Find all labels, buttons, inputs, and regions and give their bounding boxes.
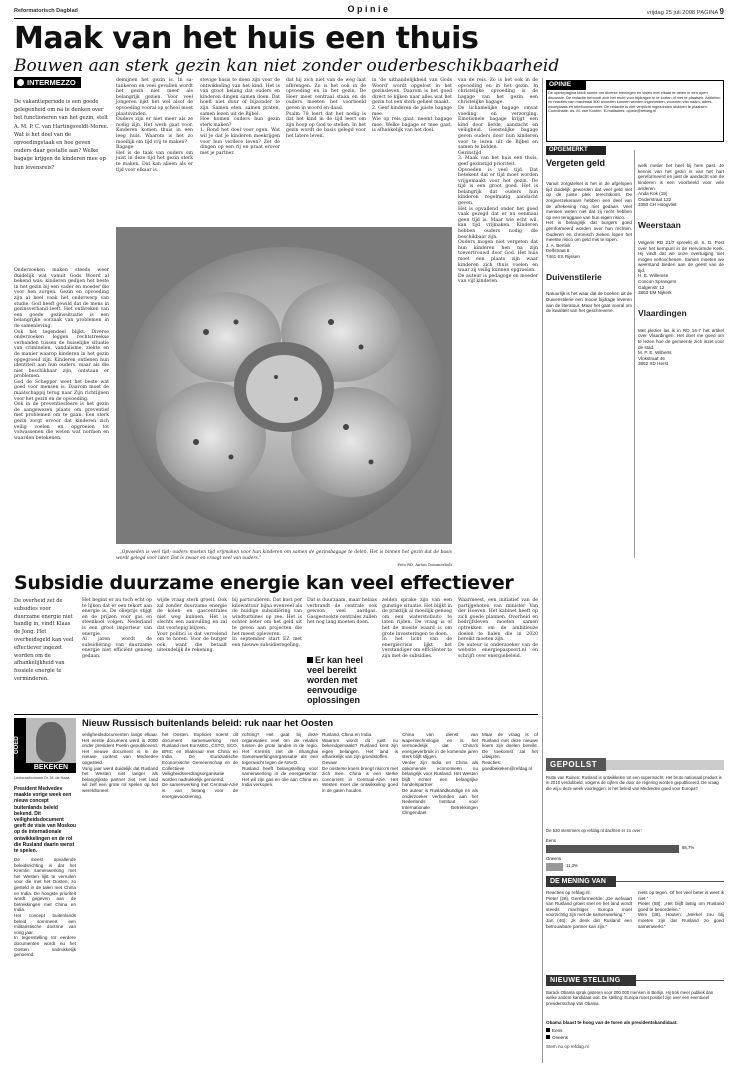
page-number: 9 xyxy=(719,7,724,16)
article-title: Maak van het huis een thuis xyxy=(14,21,479,56)
vote-link[interactable]: Stem nu op refdag.nl xyxy=(546,1044,589,1049)
article-column: het Oosten. Expliciet noemt dit document samenwerking met Rusland met EurAsEC, CSTO, SCO, BRIC en trilateraal met China en India. De Euraziatische Economische Gemeenschap en de Collectieve Veiligheidsverdragsorganisatie worden nadrukkelijk genoemd. De samenwerking met Centraal-Azië is van belang voor de energievoorziening. xyxy=(162,732,238,799)
article-column: demijnen het gezin is. In sa-tankeren en veel gevallen wordt het gezin niet meer als belangrijk gezien. Voor veel jongeren lijkt het wel alsof de opvoeding vooral op school moet plaatsvinden. Ouders zijn er niet meer als ze nodig zijn. Het werk gaat voor. Kinderen komen thuis in een leeg huis. Waarom is het zo moeilijk om tijd vrij te maken? Bagage Het is de taak van ouders om juist in deze tijd het gezin sterk te maken. Dat kan alleen als er tijd voor elkaar is. xyxy=(116,78,193,173)
letters-column xyxy=(546,170,632,558)
letters-column xyxy=(638,152,724,558)
article-column: richting? Het gaat bij deze organisaties veel om de relaties tussen de grote landen in de regio. Het Kremlin ziet de Shanghai Samenwerkingsorganisatie als een tegenwicht tegen de NAVO. Rusland heeft belangstelling voor samenwerking in de energiesector. Het wil zijn gas en olie aan China en India verkopen. xyxy=(242,732,318,788)
bullet-icon xyxy=(546,1035,550,1039)
article-column: Dat is duurzaam, maar helaas verbrandt de centrale ook gewoon veel aardgas. Gasgestookte centrales zullen het nog lang moeten doen. xyxy=(307,598,379,626)
poll-responses: De 520 stemmers op refdag.nl dachten er zo over: xyxy=(546,828,642,833)
article-lead: De vakantieperiode is een goede gelegenheid om na te denken over het functioneren van het gezin, stelt A. M. P. C. van Hartingsveldt-Moree. Wat is het doel van de opvoedingstaak en hoe geven ouders daar gestalte aan? Welke bagage krijgen de kinderen mee op hun levensreis? xyxy=(14,99,111,171)
article-photo xyxy=(116,227,452,544)
article-column: dat hij zich niet van de weg laat afbrengen. Zo is het ook in de opvoeding en in het gezin. De Heer moet centraal staan en de ouders moeten het voorbeeld geven in woord en daad. Psalm 78 leert dat het nodig is dat het kind in de tijd leert om zijn hoop op God te stellen. In het gezin wordt de basis gelegd voor het latere leven. xyxy=(286,78,366,139)
poll-eens-label: Eens xyxy=(546,838,556,843)
article-lead: De overheid zet de subsidies voor duurzame energie niet handig in, vindt Klaas de Jong. Het overheidsgeld kan veel effectiever ingezet worden om de afhankelijkheid van fossiele energie te verminderen. xyxy=(14,598,76,682)
section-divider xyxy=(14,714,538,715)
article-column: wijde vraag sterk groeit. Ook zal zonder duurzame energie de kolen- en gascentrales niet weg kunnen. Het is slechts een aanvulling en zal dat voorlopig blijven. Voor politici is dat vervelend om te horen. Voor de burger ook, want die betaalt uiteindelijk de rekening. xyxy=(157,598,227,654)
newspaper-name: Reformatorisch Dagblad xyxy=(14,8,78,14)
poll-oneens-label: Oneens xyxy=(546,856,562,861)
column-lead: President Medvedev maakte vorige week een nieuw concept buitenlands beleid bekend. Dit veiligheidsdocument geeft de visie van Moskou op de internationale ontwikkelingen en de rol die Rusland daarin wenst te spelen. xyxy=(14,786,76,855)
bekeken-label: BEKEKEN xyxy=(26,763,76,773)
page-label: PAGINA xyxy=(696,10,718,16)
letter-title: Vlaardingen xyxy=(638,308,687,319)
issue-date: vrijdag 25 juli 2008 xyxy=(646,10,696,16)
article-subtitle: Bouwen aan sterk gezin kan niet zonder ouderbeschikbaarheid xyxy=(14,56,560,76)
columnist-portrait xyxy=(36,722,66,762)
article-column: Onderzoeken maken steeds weer duidelijk wat vanuit Gods Woord al bekend was: kinderen gedijen het beste in het gezin bij een vader en moeder die voor hen zorgen. Gezin en opvoeding zijn al heel vaak het onderwerp van studie. God heeft gewild dat de mens in gezinsverband leeft. Het ontbreken van een goede gezinssituatie is een belangrijke oorzaak van problemen in de samenleving. Ook het tegendeel blijkt. Diverse onderzoeken leggen rechtstreekse verbanden tussen de huiselijke situatie van criminelen, vandalisme, ziekte en de manier waarop kinderen in het gezin opgegroeid zijn. Kinderen ontlenen hun identiteit aan hun ouders, maar als die niet beschikbaar zijn, ontstaan er problemen. God de Schepper weet het beste wat goed voor mensen is. Daarom moet de maatschappij terug naar Zijn richtlijnen voor het gezin en de opvoeding. Ook in de preventiesfeere is het gezin de aangewezen plaats om preventief met problemen om te gaan. Een sterk gezin zorgt ervoor dat kinderen zich veilig voelen en opgroeien tot volwassenen die weten wat normen en waarden betekenen. xyxy=(14,268,109,441)
columnist-credit: Lectoraat/column Dr. M. de Haas xyxy=(14,776,70,780)
article-column: Het begint er nu toch echt op te lijken dat er een tekort aan energie is. De olieprijs stijgt en de prijzen voor gas en steenkool volgen. Nederland is een groot importeur van energie. Al jaren wordt de subsidiëring van duurzame energie niet efficiënt genoeg gedaan. xyxy=(82,598,152,659)
section-title: Opinie xyxy=(347,4,391,14)
caption-text: „Opvoeden is veel tijd; ouders moeten tijd vrijmaken voor hun kinderen om samen de gezinsbagage te delen. Het is binnen het gezin dat de basis wordt gelegd voor later. Dat is zwaar en vraagt veel van ouders.” xyxy=(116,550,454,561)
letter-title: Duivenstilerie xyxy=(546,271,602,282)
poll-oneens-value: 11,3% xyxy=(566,863,578,868)
vote-option-eens[interactable]: Eens xyxy=(546,1028,562,1033)
article-column: stevige basis te doen zijn voor de ontwikkeling van het kind. Het is van groot belang dat ouders en kinderen dingen samen doen. Dat hoeft niet duur of bijzonder te zijn. Samen eten, samen praten, samen lezen uit de Bijbel. Hoe komen ouders hun gezin sterk maken? 1. Rond het doel voor ogen. Wat wil je dat je kinderen meekrijgen voor hun verdere leven? Zet de dingen op een rij en praat erover met je partner. xyxy=(200,78,280,156)
article-column: bij particulieren. Dat kost per kilowattuur bijna evenveel als de huidige subsidiëring van windturbines op zee. Het is echter beter om het geld uit te geven aan projecten die het meest opleveren. In september start EZ met een nieuwe subsidieregeling. xyxy=(232,598,302,648)
letter-text: Met plezier las ik in RD 16-7 het artikel over Vlaardingen. Het doet me goed om te lezen hoe de gemeente zich inzet voor de stad. M. P. E. Wilberts Vlokstraat 46 3862 XD Herst xyxy=(638,327,724,367)
poll-eens-value: 88,7% xyxy=(682,845,695,850)
date-and-page xyxy=(647,7,724,16)
article-column: De meest opvallende beleidsrichting is dat het Kremlin samenwerking met het Westen lijkt te verruilen voor die met het Oosten; zo gesteld in de talen met China en India. De hoogste prioriteit wordt gegeven aan de betrekkingen met China en India. Het concept buitenlands beleid sommeert een militaristische doctrine van vorig jaar. In tegenstelling tot eerdere documenten wordt nu het Oosten nadrukkelijk genoemd. xyxy=(14,857,76,958)
article-column: veiligheidsdocumenten langs elkaar. Het eerste document werd in 2000 onder president Poetin gepubliceerd. Het nieuwe document is in de nieuwe context van Medvedev opgesteld. Vorig jaar werd duidelijk dat Rusland het Westen niet langer als belangrijkste partner ziet. Het land wil zelf een grote rol spelen op het wereldtoneel. xyxy=(82,732,158,793)
letter-text: welk metier het heel bij hem past. Je kennis van het gezin is van het hart gereformeerd en juist de aandacht van de kinderen is een voorbeeld voor vele anderen. Anda Kok (15) Onderstraat 122 3350 CH Hoogvliet xyxy=(638,163,724,208)
article-title: Nieuw Russisch buitenlands beleid: ruk naar het Oosten xyxy=(82,717,334,728)
bullet-icon xyxy=(17,79,24,86)
article-column: Rusland, China en India. Waarom wordt dit juist nu bekendgemaakt? Rusland kent zijn eigen belangen. Het land is afhankelijk van zijn grondstoffen. Gevaar De oosterse koers brengt risico's met zich mee. China is een sterke concurrent in Centraal-Azië. Het Westen moet die ontwikkeling goed in de gaten houden. xyxy=(322,732,398,793)
article-column: van de reis. Zo is het ook in de opvoeding en in het gezin. In christelijke opvoeding is de bagage van het gezin een christelijke bagage. De lichamelijke bagage omvat voeding en verzorging. Emotionele bagage krijgt een kind door liefde, aandacht en veiligheid. Geestelijke bagage geven ouders door hun kinderen voor te lezen uit de Bijbel en samen te bidden. Gezinstijd 3. Maak van het huis een thuis, geef gezinstijd prioriteit. Opvoeden is veel tijd. Dat betekent dat er tijd moet worden vrijgemaakt voor het gezin. De tijd is een groot goed. Het is belangrijk dat ouders hun kinderen regelmatig aandacht geven. Het is opvallend onder het goed vaak gezegd dat er nu eenmaal geen tijd is. Maar wie echt wil, kan tijd vrijmaken. Kinderen hebben ouders nodig die beschikbaar zijn. Ouders mogen niet vergeten dat hun kinderen hen na zijn toevertrouwd door God. Het huis moet een plaats zijn waar kinderen zich thuis voelen en waar zij veilig kunnen opgroeien. De auteur is pedagoge en moeder van vijf kinderen. xyxy=(458,78,538,285)
opinie-info: De opiniepagina biedt ruimte om diverse meningen en visies met elkaar te delen in een open discussie. De redactie behoudt zich het recht voor bijdragen in te korten of niet te plaatsen. Artikelen en reacties van maximaal 500 woorden kunnen worden ingezonden, voorzien van naam, adres, woonplaats en telefoonnummer. De redactie is niet verplicht ingezonden stukken te plaatsen. Coördinatie: ds. M. van Kooten. E-mailadres: opinie@refdag.nl xyxy=(548,90,722,114)
photo-caption xyxy=(116,545,452,567)
letter-title: Weerstaan xyxy=(638,220,681,231)
letter-text: Vanuit zorgstelsel is het in de afgelopen tijd duidelijk geworden dat veel geld niet op de juiste plek terechtkomt. De zorgverzekeraars hebben een deel van de afrekening nog niet gedaan. Veel mensen weten niet dat zij recht hebben op een teruggave van hun eigen risico. Het is belangrijk dat burgers goed geïnformeerd worden over hun rechten. Ouderen en chronisch zieken lopen het meeste risico om geld mis te lopen. J. A. Bertink Delfstraat 8 7461 ES Rijssen xyxy=(546,181,632,259)
mening-column: Reacties op refdag.nl: Pieter (28), Gereformeerde: „De welvaart van Rusland groeit snel en het land wordt steeds machtiger. Europa moet voorzichtig zijn met de samenwerking.” Jan (46): „Ik denk dat Rusland een betrouwbare partner kan zijn.” xyxy=(546,890,632,929)
header-rule xyxy=(14,18,724,19)
goed-label: GOED xyxy=(14,718,26,773)
letter-text: Volgens RD 21/7 spreekt dr. S. D. Post over het kernpunt in de Hervormde Kerk. Hij vindt dat we onze overtuiging niet mogen verloochenen. Samen moeten we weerstand bieden aan de geest van de tijd. H. E. Willemse Concon Sprangers Galgenstr 12 3863 EM Nijkerk xyxy=(638,239,724,296)
letter-title: Vergeten geld xyxy=(546,158,606,168)
letter-text: Natuurlijk is het waar dat de boeken uit de Duivenstilerie een mooie bijdrage leveren aan de literatuur. Maar het gaat vooral om de kwaliteit van het geschrevene. xyxy=(546,291,634,314)
column-rule xyxy=(634,150,635,558)
opinie-label: OPINIE xyxy=(546,80,586,90)
pull-quote: Er kan heel veel bereikt worden met eenvoudige oplossingen xyxy=(307,655,364,705)
opgemerkt-tag: OPGEMERKT xyxy=(546,146,606,155)
mening-column: niets op tegen. Of het veel beter is weet ik niet.” Pieter (58): „Het blijft lastig om Rusland goed te beoordelen.” Wim (38), Houten: „Merkel zou blij moeten zijn dat Rusland zo goed samenwerkt.” xyxy=(638,890,724,929)
mening-tag: DE MENING VAN xyxy=(546,876,616,887)
bullet-icon xyxy=(546,1028,550,1032)
poll-oneens-bar xyxy=(546,863,563,871)
stelling-text: Barack Obama sprak gisteren voor 200.000 mensen in Berlijn. Hij trok meer publiek dan welke andere kandidaat ooit. De stelling: Europa moet positief zijn over een eventueel presidentschap van Obama. xyxy=(546,990,715,1006)
column-rule xyxy=(542,78,543,1063)
intermezzo-tag: INTERMEZZO xyxy=(14,77,81,88)
nieuwe-stelling-tag: NIEUWE STELLING xyxy=(546,975,636,986)
article-column: Maar de vraag is of Rusland met deze nieuwe koers zijn doelen bereikt. De toekomst zal het uitwijzen. Reacties: goedbekeken@refdag.nl xyxy=(482,732,538,771)
square-bullet-icon xyxy=(307,657,313,663)
article-title: Subsidie duurzame energie kan veel effectiever xyxy=(14,572,514,594)
article-column: in 'de uithandelijkheid van Gods Woord' wordt opgelost in het gezinsleven. Daarom is het goed direct te kijken naar alles wat het gezin tot een sterk geheel maakt. 2. Geef kinderen de juiste bagage mee. Wie op reis gaat, neemt bagage mee. Welke bagage er mee gaat, is afhankelijk van het doel. xyxy=(372,78,452,134)
poll-eens-bar xyxy=(546,845,679,853)
photo-credit: Foto RD, Anton Dommerholt xyxy=(397,561,452,567)
article-column: zelden sprake zijn van een gunstige situatie. Het blijkt in de praktijk al moeilijk genoeg om een waterstofauto te laten rijden. De vraag is of het de moeite waard is om grote investeringen te doen. In het licht van de energiecrisis lijkt het verstandiger om efficiënter te zijn met de subsidies. xyxy=(382,598,452,659)
article-column: China van dienst van wapentechnologie en is het vermoedelijk dat China's energieverbruik in de komende jaren sterk blijft stijgen. Verder zijn India en China als opkomende economieën nu belangrijk voor Rusland. Het Westen blijft echter een belangrijke handelspartner. De auteur is Ruslandkundige en als onderzoeker verbonden aan het Nederlands Instituut voor Internationale Betrekkingen Clingendael. xyxy=(402,732,478,816)
poll-question: Rutte van Ruinen: Rusland is ontwikkelen tot een supermacht. Het bruto nationaal product is in 2010 verdubbeld, volgens de cijfers die door de regering worden gepubliceerd. De vraag die wij u deze week voorleggen: is het beleid van Medvedev goed voor Europa? xyxy=(546,775,723,791)
stelling-statement: Obama blaast te hoog van de toren als presidentskandidaat. xyxy=(546,1020,678,1025)
bread-photo-illustration xyxy=(116,227,452,544)
vote-option-oneens[interactable]: Oneens xyxy=(546,1035,568,1040)
article-column: Waarmeest, een initiatief van de partijgenoten van minister Van der Hoeven. Het kabinet heeft op zich goede plannen. Overheid en bedrijfsleven moeten samen optrekken om de ambitieuze doelen te halen die in 2020 bereikt moeten zijn. De auteur is onderzoeker van de website energiepaspoort.nl en schrijft over energiebeleid. xyxy=(458,598,538,659)
gepollst-tag: GEPOLLST xyxy=(546,758,606,771)
